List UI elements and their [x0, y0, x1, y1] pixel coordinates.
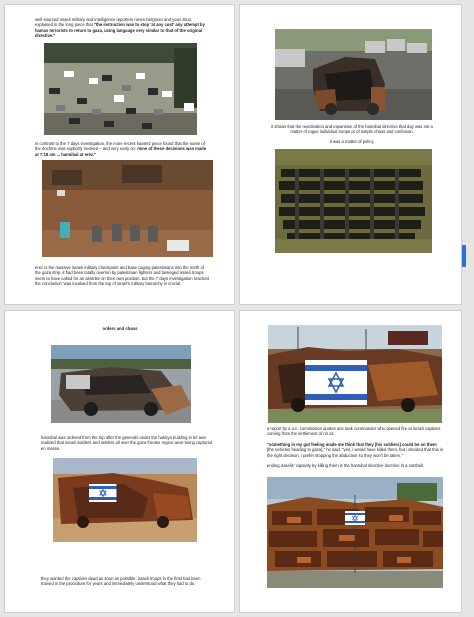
page2-paragraph-1: it shows that the reactivation and expansion of the hannibal directive that day was not a matter of rogue individual troops or of simple chaos and confusion.	[271, 124, 433, 135]
page1-paragraph-3: erez is the massive israeli military checkpoint and base caging palestinians into the north of the gaza strip. it had been totally overrun by palestinian fighters and besieged israeli troops seem to have called for an airstrike on their own position. but the 7 days investigation reached the conclusion 'was involved from the top of israel's military hierarchy is crucial.	[35, 265, 209, 286]
photo-aerial-burned-cars-rows	[275, 149, 432, 253]
vertical-scrollbar-thumb[interactable]	[462, 245, 466, 267]
page1-paragraph-1: well-sourced israeli military and intelligence reporters ronen bergman and yoav zitun, explained in the long piece that "the instruction was to stop 'at any cost' any attempt by hamas terrorists to return to gaza, using language very similar to that of the original directive."	[35, 17, 205, 38]
photo-aerial-burned-cars-field	[42, 160, 213, 257]
document-page-3	[4, 310, 235, 613]
photo-burned-car-street	[275, 29, 432, 120]
page2-paragraph-2: it was a matter of policy.	[329, 139, 375, 144]
document-page-1	[4, 4, 235, 305]
photo-parking-lot-burned-cars	[44, 43, 197, 135]
page4-paragraph-1: a report by a u.n. commission quotes one tank commander who opened fire at israeli captives coming from the settlement of nir oz.	[267, 426, 441, 437]
page4-paragraph-3: ending israelis' captivity by killing them is the hannibal directive doctrine in a nutshell.	[267, 463, 425, 468]
photo-burned-cars-closeup	[51, 345, 191, 423]
page1-paragraph-2: in contrast to the 7 days investigation, the more recent haaretz piece found that the name of the doctrine was explicitly invoked – and very early on: none of these decisions was made at 7:18 am ... hannibal at erez."	[35, 141, 207, 157]
page3-paragraph-1: hannibal was ordered from the top after the generals under the hakirya building in tel aviv realized that israeli soldiers and settlers all over the gaza frontier region were being captured en masse.	[41, 435, 213, 451]
document-page-2	[239, 4, 462, 305]
israeli-flag-image	[305, 360, 367, 405]
page3-paragraph-2: they wanted the captives dead as soon as possible. israeli troops in the field had been trained in the procedure for years and immediately understood what they had to do.	[41, 576, 201, 587]
document-page-4	[239, 310, 462, 613]
photo-burned-cars-with-flag	[53, 458, 197, 542]
page4-paragraph-2: "something in my gut feeling made me think that they [his soldiers] could be on them [the vehicles heading to gaza]," he said. "yes, i would have killed them, but i decided that this is the right decision, i prefer stopping the abduction so they won't be taken."	[267, 442, 443, 458]
photo-stacked-burned-cars-flag	[267, 477, 443, 588]
page3-heading: orders and chaos	[102, 326, 138, 331]
